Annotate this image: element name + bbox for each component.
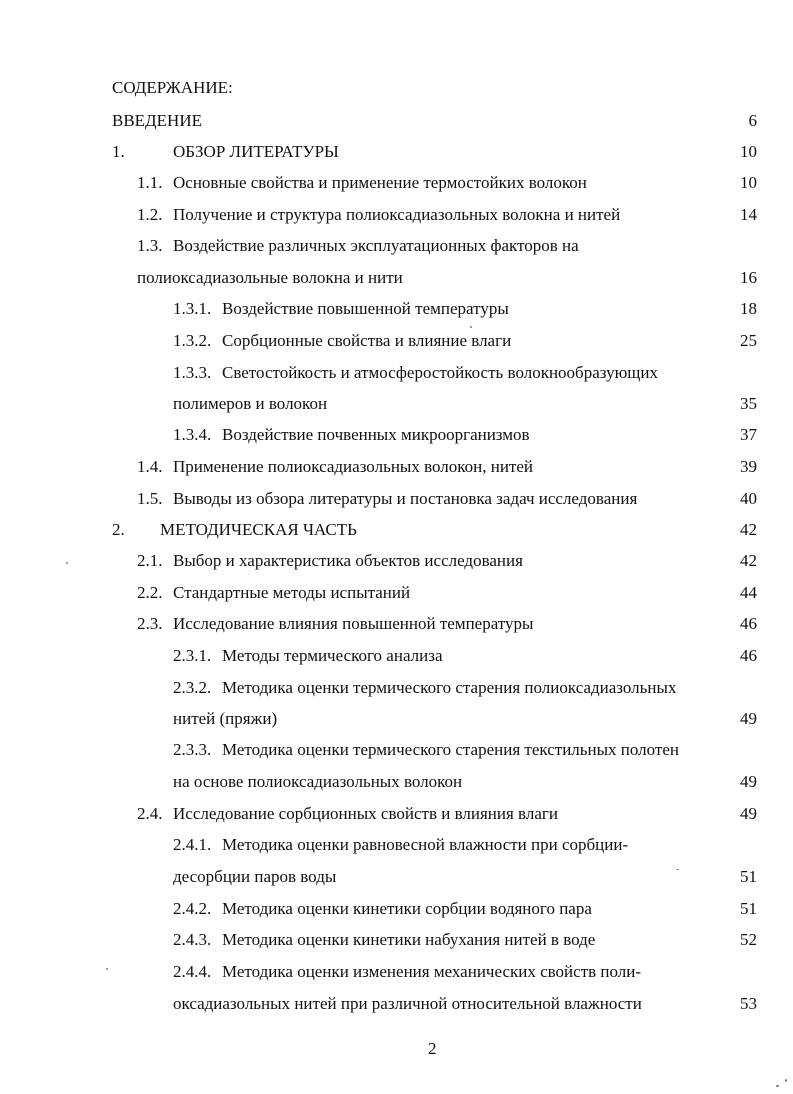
toc-entry-page: 6: [748, 111, 757, 130]
toc-entry-num: 1.3.4.: [173, 425, 212, 444]
toc-entry-num: 2.: [112, 520, 125, 539]
toc-entry-text: Применение полиоксадиазольных волокон, нитей: [173, 457, 534, 476]
toc-entry-num: 1.3.: [137, 236, 163, 255]
toc-entry-text: Воздействие различных эксплуатационных факторов на: [173, 236, 579, 255]
page-number: 2: [428, 1039, 437, 1058]
toc-entry-text: Воздействие почвенных микроорганизмов: [222, 425, 530, 444]
toc-entry-text: Светостойкость и атмосферостойкость волокнообразующих: [222, 363, 658, 382]
toc-entry-num: 2.3.3.: [173, 740, 212, 759]
toc-entry-page: 14: [740, 205, 757, 224]
toc-entry-text: Методика оценки кинетики набухания нитей в воде: [222, 930, 596, 949]
toc-entry-page: 44: [740, 583, 757, 602]
toc-entry-text: Методика оценки термического старения текстильных полотен: [222, 740, 680, 759]
toc-entry-num: 2.3.: [137, 614, 163, 633]
toc-entry-page: 16: [740, 268, 757, 287]
toc-entry-text: Методика оценки изменения механических свойств поли-: [222, 962, 642, 981]
toc-entry-page: 35: [740, 394, 757, 413]
toc-entry-page: 37: [740, 425, 757, 444]
scan-speck: [776, 1085, 779, 1087]
toc-entry-num: 1.5.: [137, 489, 163, 508]
toc-entry-page: 10: [740, 142, 757, 161]
toc-entry-text: Выбор и характеристика объектов исследования: [173, 551, 523, 570]
toc-entry-page: 39: [740, 457, 757, 476]
toc-entry-text: Сорбционные свойства и влияние влаги: [222, 331, 512, 350]
toc-entry-text: Основные свойства и применение термостойких волокон: [173, 173, 587, 192]
toc-entry-text-continued: десорбции паров воды: [173, 867, 337, 886]
toc-entry-text: МЕТОДИЧЕСКАЯ ЧАСТЬ: [160, 520, 357, 539]
toc-entry-page: 49: [740, 772, 757, 791]
toc-entry-page: 51: [740, 867, 757, 886]
toc-entry-text: Методика оценки кинетики сорбции водяного пара: [222, 899, 592, 918]
toc-entry-page: 18: [740, 299, 757, 318]
toc-entry-text: Стандартные методы испытаний: [173, 583, 411, 602]
toc-entry-num: 2.4.2.: [173, 899, 212, 918]
page-title: СОДЕРЖАНИЕ:: [112, 78, 233, 97]
scan-speck: [470, 326, 472, 328]
toc-entry-text-continued: нитей (пряжи): [173, 709, 278, 728]
scan-speck: [66, 562, 68, 564]
toc-entry-page: 46: [740, 646, 757, 665]
toc-entry-num: 2.4.: [137, 804, 163, 823]
toc-entry-num: 2.4.4.: [173, 962, 212, 981]
toc-entry-text: Получение и структура полиоксадиазольных волокна и нитей: [173, 205, 621, 224]
toc-entry-text: Методика оценки равновесной влажности при сорбции-: [222, 835, 629, 854]
toc-entry-text: Исследование влияния повышенной температуры: [173, 614, 534, 633]
toc-entry-text: Воздействие повышенной температуры: [222, 299, 509, 318]
toc-entry-page: 10: [740, 173, 757, 192]
toc-entry-page: 42: [740, 551, 757, 570]
toc-entry-num: 1.: [112, 142, 125, 161]
toc-entry-page: 53: [740, 994, 757, 1013]
toc-entry-page: 51: [740, 899, 757, 918]
toc-entry-num: 2.2.: [137, 583, 163, 602]
toc-entry-text: Выводы из обзора литературы и постановка задач исследования: [173, 489, 638, 508]
toc-entry-text-continued: полимеров и волокон: [173, 394, 328, 413]
scan-speck: [676, 869, 679, 870]
toc-entry-num: 1.2.: [137, 205, 163, 224]
toc-entry-num: 1.3.3.: [173, 363, 212, 382]
toc-entry-page: 46: [740, 614, 757, 633]
toc-entry-page: 40: [740, 489, 757, 508]
toc-entry-num: 2.4.3.: [173, 930, 212, 949]
toc-entry-num: 2.3.2.: [173, 678, 212, 697]
toc-entry-text: Методы термического анализа: [222, 646, 443, 665]
toc-entry-text-continued: на основе полиоксадиазольных волокон: [173, 772, 463, 791]
toc-entry-text: ОБЗОР ЛИТЕРАТУРЫ: [173, 142, 339, 161]
toc-entry-text: Исследование сорбционных свойств и влияния влаги: [173, 804, 558, 823]
toc-entry-text: Методика оценки термического старения полиоксадиазольных: [222, 678, 677, 697]
toc-entry-page: 25: [740, 331, 757, 350]
toc-entry-page: 52: [740, 930, 757, 949]
toc-entry-page: 49: [740, 709, 757, 728]
toc-entry-text-continued: оксадиазольных нитей при различной относительной влажности: [173, 994, 642, 1013]
toc-entry-text-continued: полиоксадиазольные волокна и нити: [137, 268, 403, 287]
toc-entry-num: 2.3.1.: [173, 646, 212, 665]
toc-entry-page: 42: [740, 520, 757, 539]
toc-entry-text: ВВЕДЕНИЕ: [112, 111, 202, 130]
scan-speck: [785, 1079, 787, 1082]
toc-entry-num: 1.3.1.: [173, 299, 212, 318]
toc-entry-num: 1.4.: [137, 457, 163, 476]
toc-entry-num: 1.3.2.: [173, 331, 212, 350]
scan-speck: [106, 968, 108, 970]
toc-entry-num: 2.1.: [137, 551, 163, 570]
toc-entry-num: 2.4.1.: [173, 835, 212, 854]
toc-entry-num: 1.1.: [137, 173, 163, 192]
toc-entry-page: 49: [740, 804, 757, 823]
